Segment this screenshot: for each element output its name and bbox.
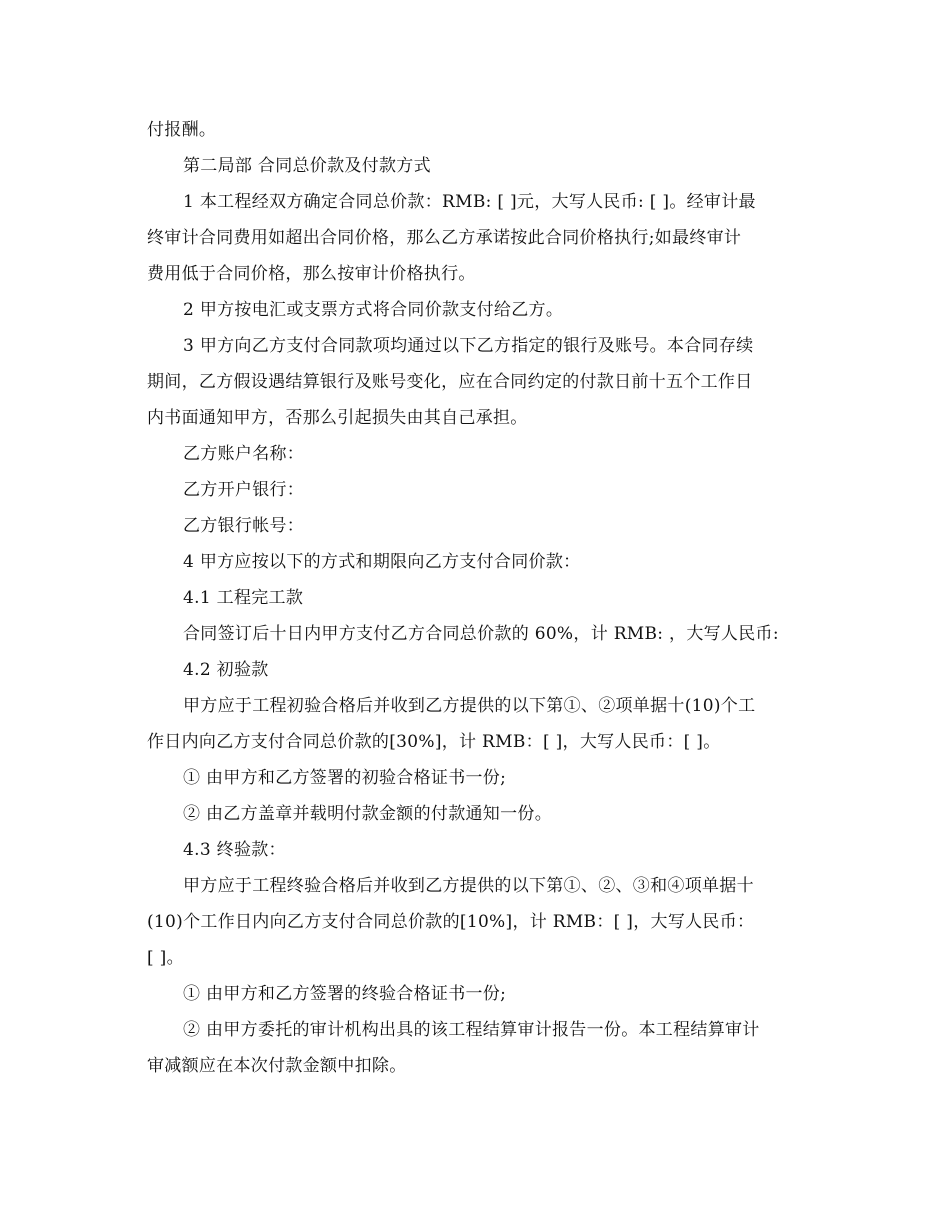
text-line-23: (10)个工作日内向乙方支付合同总价款的[10%]，计 RMB：[ ]，大写人民币： <box>147 912 755 932</box>
text-line-13: 4 甲方应按以下的方式和期限向乙方支付合同价款： <box>183 552 581 572</box>
text-line-24: [ ]。 <box>147 948 184 968</box>
list-item-final-1: ① 由甲方和乙方签署的终验合格证书一份; <box>183 984 507 1004</box>
text-line-9: 内书面通知甲方，否那么引起损失由其自己承担。 <box>147 408 528 428</box>
section-heading: 第二局部 合同总价款及付款方式 <box>183 156 431 176</box>
list-item-initial-1: ① 由甲方和乙方签署的初验合格证书一份; <box>183 768 507 788</box>
subsection-heading-4-3: 4.3 终验款： <box>183 840 286 860</box>
account-name-label: 乙方账户名称： <box>183 444 305 464</box>
list-item-final-2: ② 由甲方委托的审计机构出具的该工程结算审计报告一份。本工程结算审计 <box>183 1020 760 1040</box>
bank-name-label: 乙方开户银行： <box>183 480 305 500</box>
list-item-initial-2: ② 由乙方盖章并载明付款金额的付款通知一份。 <box>183 804 553 824</box>
text-line-6: 2 甲方按电汇或支票方式将合同价款支付给乙方。 <box>183 300 564 320</box>
text-line-8: 期间，乙方假设遇结算银行及账号变化，应在合同约定的付款日前十五个工作日 <box>147 372 753 392</box>
account-number-label: 乙方银行帐号： <box>183 516 305 536</box>
text-line-7: 3 甲方向乙方支付合同款项均通过以下乙方指定的银行及账号。本合同存续 <box>183 336 754 356</box>
text-line-4: 终审计合同费用如超出合同价格，那么乙方承诺按此合同价格执行;如最终审计 <box>147 228 742 248</box>
document-body <box>147 112 807 1084</box>
text-line-5: 费用低于合同价格，那么按审计价格执行。 <box>147 264 476 284</box>
text-line-27: 审减额应在本次付款金额中扣除。 <box>147 1056 407 1076</box>
text-line-18: 作日内向乙方支付合同总价款的[30%]，计 RMB：[ ]，大写人民币：[ ]。 <box>147 732 721 752</box>
text-line-1: 付报酬。 <box>147 120 217 140</box>
text-line-3: 1 本工程经双方确定合同总价款：RMB: [ ]元，大写人民币: [ ]。经审计最 <box>183 192 756 212</box>
text-line-22: 甲方应于工程终验合格后并收到乙方提供的以下第①、②、③和④项单据十 <box>183 876 754 896</box>
text-line-15: 合同签订后十日内甲方支付乙方合同总价款的 60%，计 RMB: ，大写人民币: <box>183 624 779 644</box>
text-line-17: 甲方应于工程初验合格后并收到乙方提供的以下第①、②项单据十(10)个工 <box>183 696 756 716</box>
subsection-heading-4-2: 4.2 初验款 <box>183 660 269 680</box>
subsection-heading-4-1: 4.1 工程完工款 <box>183 588 304 608</box>
